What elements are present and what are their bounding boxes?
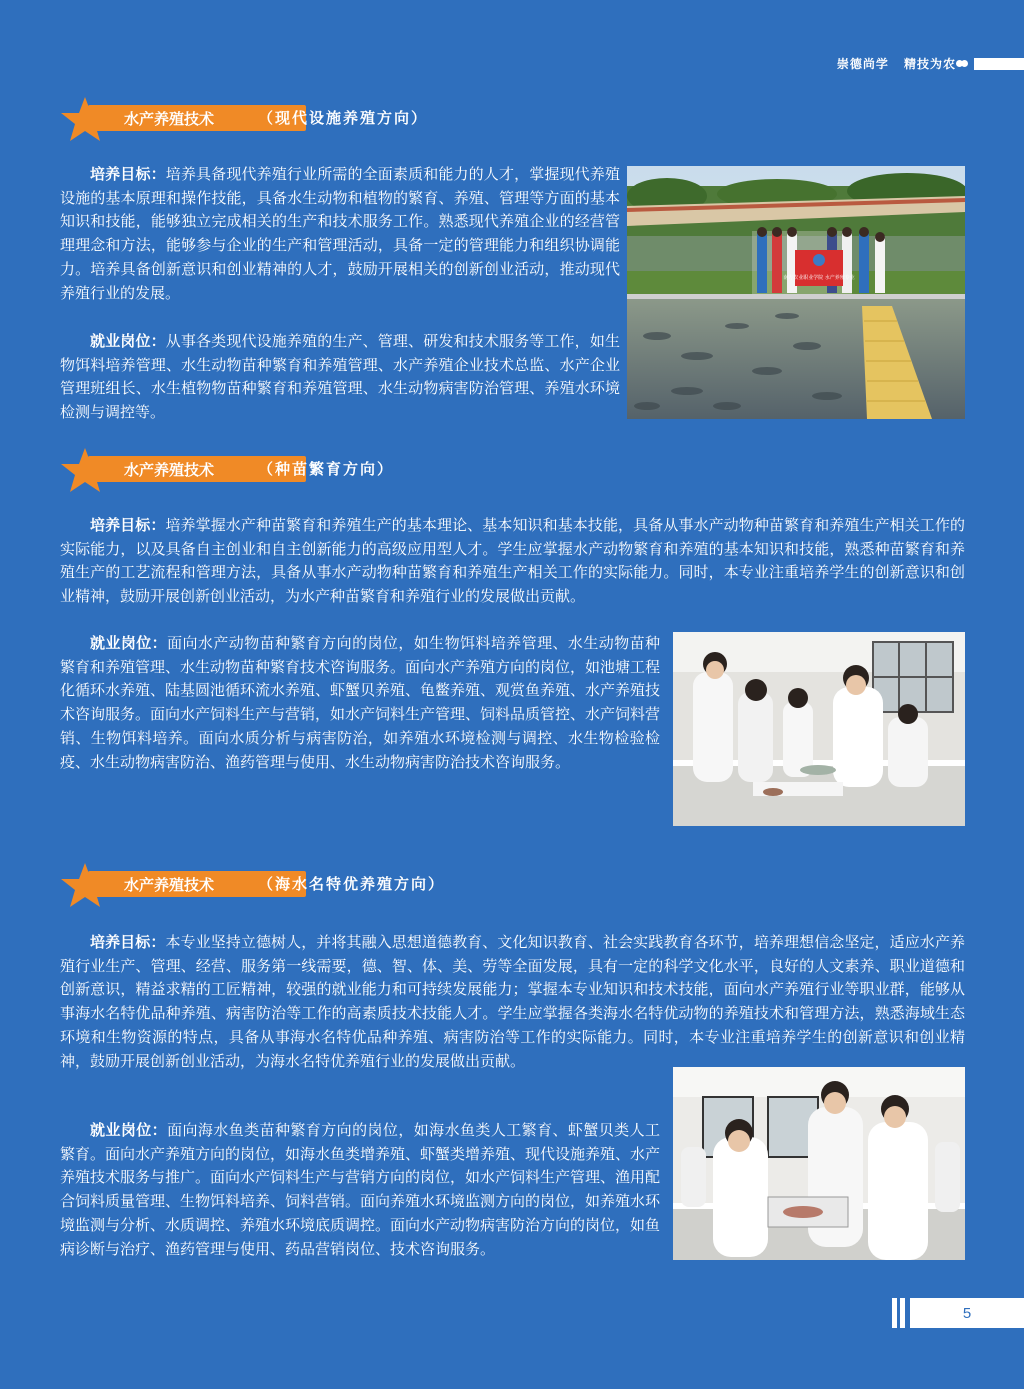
page-number-box xyxy=(892,1298,1024,1328)
section-3-jobs xyxy=(60,1119,660,1261)
goal-text: 培养掌握水产种苗繁育和养殖生产的基本理论、基本知识和基本技能，具备从事水产动物种苗繁育和养殖生产相关工作的实际能力，以及具备自主创业和自主创新能力的高级应用型人才。学生应掌握水产动物繁育和养殖的基本知识和技能，熟悉种苗繁育和养殖生产的工艺流程和管理方法，具备从事水产动物种苗繁育和养殖生产相关工作的实际能力。同时，本专业注重培养学生的创新意识和创业精神，鼓励开展创新创业活动，为水产种苗繁育和养殖行业的发展做出贡献。 xyxy=(60,516,965,606)
job-label: 就业岗位： xyxy=(90,634,168,652)
section-1-goal xyxy=(60,163,620,305)
section-1-subtitle: （现代设施养殖方向） xyxy=(258,109,429,127)
section-2-goal xyxy=(60,514,965,609)
section-2-subtitle: （种苗繁育方向） xyxy=(258,460,395,478)
section-2-jobs xyxy=(60,632,660,774)
goal-text: 培养具备现代养殖行业所需的全面素质和能力的人才，掌握现代养殖设施的基本原理和操作技能，具备水生动物和植物的繁育、养殖、管理等方面的基本知识和技能，能够独立完成相关的生产和技术服务工作。熟悉现代养殖企业的经营管理理念和方法，能够参与企业的生产和管理活动，具备一定的管理能力和组织协调能力。培养具备创新意识和创业精神的人才，鼓励开展相关的创新创业活动，推动现代养殖行业的发展。 xyxy=(60,165,620,302)
decorative-stripe xyxy=(892,1298,897,1328)
lab-dissection-photo xyxy=(673,1067,965,1260)
section-1-title: 水产养殖技术 xyxy=(88,105,306,131)
job-label: 就业岗位： xyxy=(90,1121,168,1139)
section-3-title: 水产养殖技术 xyxy=(88,871,306,897)
header-white-bar xyxy=(974,58,1024,70)
fish-farm-group-photo xyxy=(627,166,965,419)
job-label: 就业岗位： xyxy=(90,332,166,350)
section-3-goal xyxy=(60,931,965,1073)
job-text: 从事各类现代设施养殖的生产、管理、研发和技术服务等工作，如生物饵料培养管理、水生动物苗种繁育和养殖管理、水产养殖企业技术总监、水产企业管理班组长、水生植物物苗种繁育和养殖管理、水生动物病害防治管理、养殖水环境检测与调控等。 xyxy=(60,332,620,422)
section-3-subtitle: （海水名特优养殖方向） xyxy=(258,875,446,893)
section-2-title: 水产养殖技术 xyxy=(88,456,306,482)
job-text: 面向水产动物苗种繁育方向的岗位，如生物饵料培养管理、水生动物苗种繁育和养殖管理、水生动物苗种繁育技术咨询服务。面向水产养殖方向的岗位，如池塘工程化循环水养殖、陆基圆池循环流水养殖、虾蟹贝养殖、龟鳖养殖、观赏鱼养殖、水产养殖技术咨询服务。面向水产饲料生产与营销，如水产饲料生产管理、饲料品质管控、水产饲料营销、生物饵料培养。面向水质分析与病害防治，如养殖水环境检测与调控、水生物检验检疫、水生动物病害防治、渔药管理与使用、水生动物病害防治技术咨询服务。 xyxy=(60,634,661,771)
goal-label: 培养目标： xyxy=(90,933,166,951)
goal-text: 本专业坚持立德树人，并将其融入思想道德教育、文化知识教育、社会实践教育各环节，培养理想信念坚定，适应水产养殖行业生产、管理、经营、服务第一线需要，德、智、体、美、劳等全面发展，具有一定的科学文化水平，良好的人文素养、职业道德和创新意识，精益求精的工匠精神，较强的就业能力和可持续发展能力；掌握本专业知识和技术技能，面向水产养殖行业等职业群，能够从事海水名特优品种养殖、病害防治等工作的高素质技术技能人才。学生应掌握各类海水名特优动物的养殖技术和管理方法，熟悉海域生态环境和生物资源的特点，具备从事海水名特优品种养殖、病害防治等工作的实际能力。同时，本专业注重培养学生的创新意识和创业精神，鼓励开展创新创业活动，为海水名特优养殖行业的发展做出贡献。 xyxy=(60,933,965,1070)
page-number: 5 xyxy=(910,1298,1024,1328)
header-motto-bar xyxy=(837,55,1024,72)
banner-text: 南方农业职业学院 水产养殖专业 xyxy=(783,275,855,281)
decorative-dots xyxy=(958,60,968,67)
lab-students-photo xyxy=(673,632,965,826)
section-1-jobs xyxy=(60,330,620,425)
goal-label: 培养目标： xyxy=(90,516,166,534)
decorative-stripe xyxy=(900,1298,905,1328)
job-text: 面向海水鱼类苗种繁育方向的岗位，如海水鱼类人工繁育、虾蟹贝类人工繁育。面向水产养殖方向的岗位，如海水鱼类增养殖、虾蟹类增养殖、现代设施养殖、水产养殖技术服务与推广。面向水产饲料生产与营销方向的岗位，如水产饲料生产管理、渔用配合饲料质量管理、生物饵料培养、饲料营销。面向养殖水环境监测方向的岗位，如养殖水环境监测与分析、水质调控、养殖水环境底质调控。面向水产动物病害防治方向的岗位，如鱼病诊断与治疗、渔药管理与使用、药品营销岗位、技术咨询服务。 xyxy=(60,1121,661,1258)
header-motto: 崇德尚学 精技为农 xyxy=(836,57,956,71)
goal-label: 培养目标： xyxy=(90,165,166,183)
